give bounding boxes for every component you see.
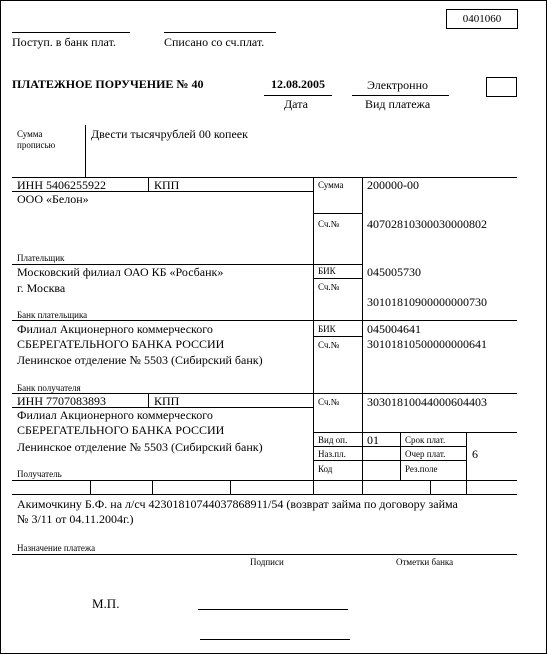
document-title: ПЛАТЕЖНОЕ ПОРУЧЕНИЕ № 40 — [12, 77, 204, 91]
payee-bank-name-1: Филиал Акционерного коммерческого — [17, 322, 213, 336]
payee-name-1: Филиал Акционерного коммерческого — [17, 408, 213, 422]
payee-name-3: Ленинское отделение № 5503 (Сибирский банк) — [17, 440, 263, 454]
grid-line — [313, 213, 362, 214]
payee-bank-account-label: Сч.№ — [318, 340, 340, 350]
signature-line-2 — [200, 639, 350, 640]
payee-inn: ИНН 7707083893 — [17, 394, 106, 408]
payee-account-label: Сч.№ — [318, 397, 340, 407]
grid-vline — [313, 480, 314, 494]
grid-vline — [466, 480, 467, 494]
payer-bank-bik-value: 045005730 — [367, 265, 421, 279]
priority-label: Очер плат. — [405, 449, 446, 459]
grid-vline — [400, 432, 401, 480]
op-type-label: Вид оп. — [318, 435, 348, 445]
payment-type-line — [352, 95, 449, 96]
payer-account-label: Сч.№ — [318, 219, 340, 229]
grid-line — [12, 494, 517, 495]
payment-type-value: Электронно — [367, 78, 428, 92]
payer-bank-name-2: г. Москва — [17, 281, 66, 295]
payer-bank-account-label: Сч.№ — [318, 282, 340, 292]
grid-vline — [362, 480, 363, 494]
grid-vline — [148, 177, 149, 191]
payer-section-label: Плательщик — [17, 253, 65, 263]
payee-bank-name-3: Ленинское отделение № 5503 (Сибирский банк) — [17, 353, 263, 367]
date-line — [264, 95, 332, 96]
signature-line-1 — [198, 609, 348, 610]
amount-words-label-1: Сумма — [17, 129, 43, 139]
grid-line — [313, 460, 466, 461]
grid-line — [313, 336, 362, 337]
purpose-code-label: Наз.пл. — [318, 449, 346, 459]
grid-line — [12, 320, 517, 321]
payee-name-2: СБЕРЕГАТЕЛЬНОГО БАНКА РОССИИ — [17, 423, 225, 437]
payer-name: ООО «Белон» — [17, 192, 89, 206]
status-box — [486, 77, 517, 97]
payee-account-value: 30301810044000604403 — [367, 395, 487, 409]
payee-bank-account-value: 30101810500000000641 — [367, 337, 487, 351]
code-label: Код — [318, 464, 333, 474]
purpose-line-1: Акимочкину Б.Ф. на л/сч 42301810744037868911/54 (возврат займа по договору займа — [17, 497, 458, 511]
sum-label: Сумма — [318, 180, 344, 190]
payer-bank-account-value: 30101810900000000730 — [367, 295, 487, 309]
payer-kpp: КПП — [154, 178, 180, 192]
payee-bank-name-2: СБЕРЕГАТЕЛЬНОГО БАНКА РОССИИ — [17, 337, 225, 351]
priority-value: 6 — [472, 447, 478, 461]
date-label: Дата — [284, 97, 308, 111]
bank-marks-label: Отметки банка — [396, 557, 454, 567]
amount-words-divider — [85, 125, 86, 177]
grid-vline — [152, 480, 153, 494]
purpose-line-2: № 3/11 от 04.11.2004г.) — [17, 512, 134, 526]
grid-line — [313, 432, 517, 433]
purpose-label: Назначение платежа — [17, 543, 96, 553]
received-label: Поступ. в банк плат. — [12, 35, 116, 49]
amount-words-label-2: прописью — [17, 140, 56, 150]
grid-vline — [430, 480, 431, 494]
stamp-label: М.П. — [92, 596, 120, 611]
payment-type-label: Вид платежа — [365, 97, 431, 111]
due-label: Срок плат. — [405, 435, 446, 445]
grid-line — [313, 278, 362, 279]
grid-vline — [148, 393, 149, 407]
grid-vline — [362, 177, 363, 480]
grid-vline — [466, 432, 467, 480]
payee-bank-bik-label: БИК — [318, 324, 336, 334]
payer-inn: ИНН 5406255922 — [17, 178, 106, 192]
grid-line — [313, 446, 466, 447]
signatures-label: Подписи — [250, 557, 284, 567]
grid-vline — [230, 480, 231, 494]
debited-line — [164, 32, 276, 33]
grid-vline — [90, 480, 91, 494]
payer-bank-name-1: Московский филиал ОАО КБ «Росбанк» — [17, 265, 224, 279]
grid-vline — [313, 177, 314, 480]
form-code-box — [446, 9, 518, 29]
payee-kpp: КПП — [154, 394, 180, 408]
sum-value: 200000-00 — [367, 178, 419, 192]
received-line — [12, 32, 130, 33]
payee-bank-bik-value: 045004641 — [367, 322, 421, 336]
payee-section-label: Получатель — [17, 469, 62, 479]
amount-words-value: Двести тысячрублей 00 копеек — [91, 127, 248, 141]
grid-line — [12, 480, 517, 481]
payer-bank-section-label: Банк плательщика — [17, 310, 88, 320]
purpose-bottom-line — [12, 554, 517, 555]
op-type-value: 01 — [367, 433, 379, 447]
date-value: 12.08.2005 — [271, 77, 325, 91]
form-code: 0401060 — [462, 13, 502, 25]
payee-bank-section-label: Банк получателя — [17, 383, 81, 393]
debited-label: Списано со сч.плат. — [164, 35, 265, 49]
payer-bank-bik-label: БИК — [318, 266, 336, 276]
reserve-label: Рез.поле — [405, 464, 438, 474]
payer-account-value: 40702810300030000802 — [367, 217, 487, 231]
